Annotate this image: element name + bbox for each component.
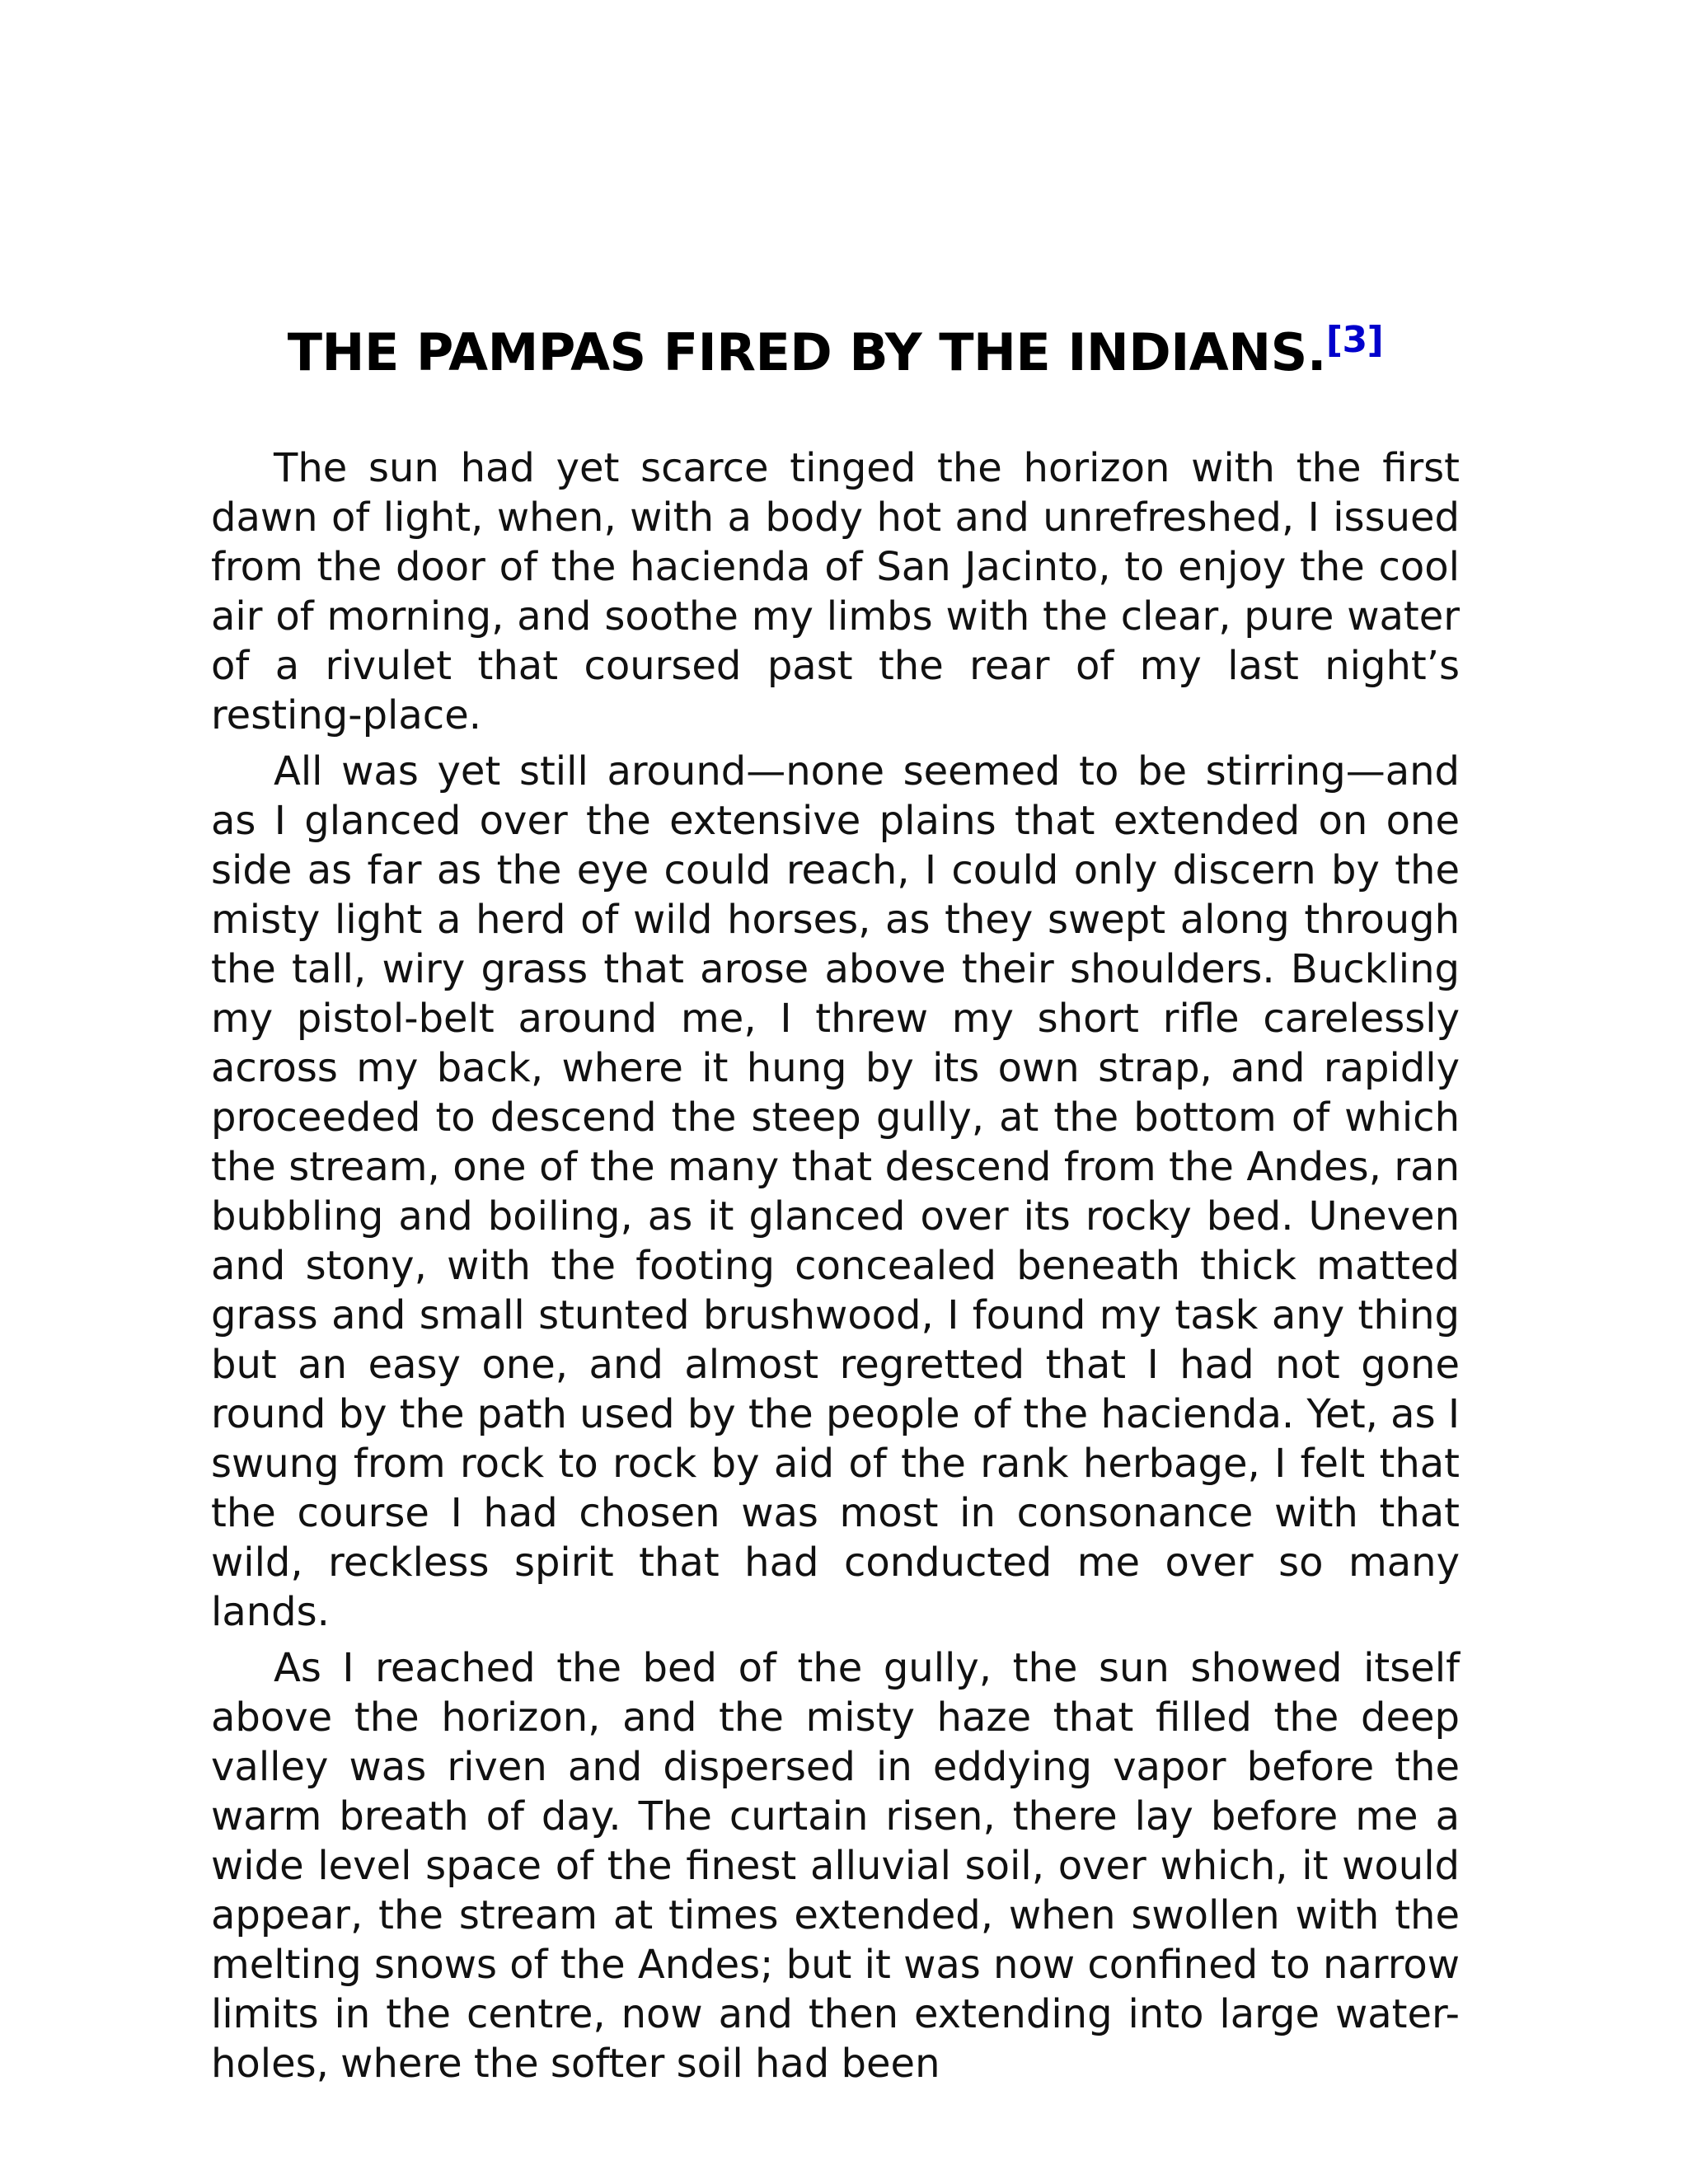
chapter-title-text: THE PAMPAS FIRED BY THE INDIANS. bbox=[287, 322, 1326, 382]
body-text bbox=[211, 443, 1460, 2095]
footnote-ref-link[interactable]: [3] bbox=[1325, 319, 1384, 361]
paragraph-1: The sun had yet scarce tinged the horizon with the first dawn of light, when, with a body hot and unrefreshed, I issued from the door of the hacienda of San Jacinto, to enjoy the cool air of morning, and soothe my limbs with the clear, pure water of a rivulet that coursed past the rear of my last night’s resting-place. bbox=[211, 445, 1460, 738]
paragraph-3: As I reached the bed of the gully, the sun showed itself above the horizon, and the misty haze that filled the deep valley was riven and dispersed in eddying vapor before the warm breath of day. The curtain risen, there lay before me a wide level space of the finest alluvial soil, over which, it would appear, the stream at times extended, when swollen with the melting snows of the Andes; but it was now confined to narrow limits in the centre, now and then extending into large water-holes, where the softer soil had been bbox=[211, 1645, 1460, 2087]
paragraph-2: All was yet still around—none seemed to be stirring—and as I glanced over the extensive plains that extended on one side as far as the eye could reach, I could only discern by the misty light a herd of wild horses, as they swept along through the tall, wiry grass that arose above their shoulders. Buckling my pistol-belt around me, I threw my short rifle carelessly across my back, where it hung by its own strap, and rapidly proceeded to descend the steep gully, at the bottom of which the stream, one of the many that descend from the Andes, ran bubbling and boiling, as it glanced over its rocky bed. Uneven and stony, with the footing concealed beneath thick matted grass and small stunted brushwood, I found my task any thing but an easy one, and almost regretted that I had not gone round by the path used by the people of the hacienda. Yet, as I swung from rock to rock by aid of the rank herbage, I felt that the course I had chosen was most in consonance with that wild, reckless spirit that had conducted me over so many lands. bbox=[211, 748, 1460, 1635]
chapter-title bbox=[211, 320, 1460, 386]
